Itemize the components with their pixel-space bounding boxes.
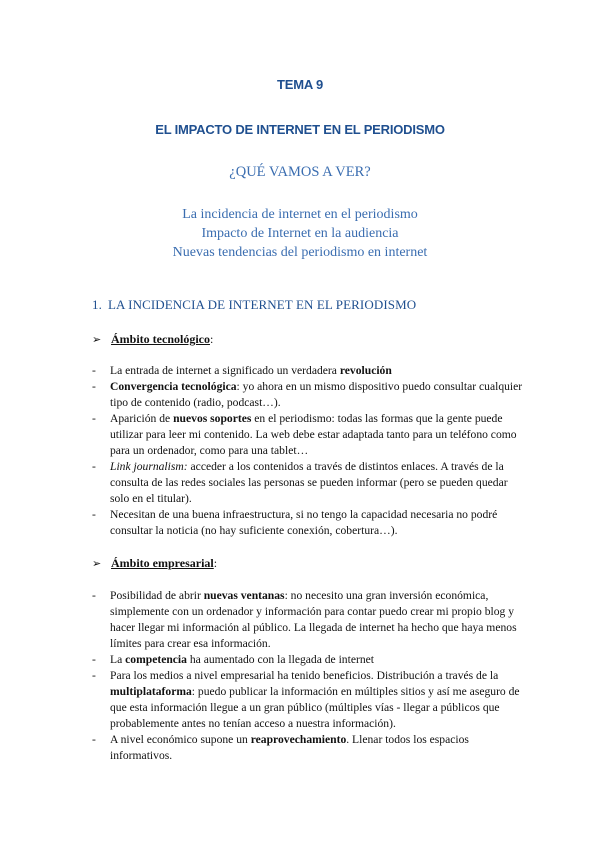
table-of-contents: [0, 205, 600, 262]
italic-term: Link journalism:: [110, 460, 188, 473]
toc-item: La incidencia de internet en el periodismo: [182, 207, 418, 222]
item-text: : puedo publicar la información en múltiples sitios y así me aseguro de que esta información llegue a un gran público (múltiples vías - llegar a públicos que probablemente antes no tenían acceso a nuestra información).: [110, 685, 520, 730]
arrow-bullet-icon: ➢: [92, 557, 102, 570]
item-text: Necesitan de una buena infraestructura, si no tengo la capacidad necesaria no podré consultar la noticia (no hay suficiente conexión, cobertura…).: [110, 508, 498, 537]
item-text: Posibilidad de abrir: [110, 589, 204, 602]
list-item: [92, 363, 524, 379]
item-text: : yo ahora en un mismo dispositivo puedo consultar cualquier tipo de contenido (radio, podcast…).: [110, 380, 523, 409]
item-text: en el periodismo: todas las formas que la gente puede utilizar para leer mi contenido. La web debe estar adaptada tanto para un teléfono como para un ordenador, como para una tablet…: [110, 412, 517, 457]
ambito-tecnologico-heading: [92, 332, 213, 347]
list-item: [92, 732, 524, 764]
bold-term: competencia: [125, 653, 187, 666]
dash-bullet: -: [92, 589, 96, 602]
item-text: A nivel económico supone un: [110, 733, 251, 746]
item-text: ha aumentado con la llegada de internet: [186, 653, 374, 666]
bold-term: nuevos soportes: [173, 412, 252, 425]
bold-term: reaprovechamiento: [250, 733, 347, 746]
ambito-suffix: :: [209, 332, 214, 346]
toc-item: Nuevas tendencias del periodismo en internet: [172, 245, 428, 260]
bold-term: Convergencia tecnológica: [110, 380, 237, 393]
dash-bullet: -: [92, 669, 96, 682]
empresarial-list: [92, 588, 524, 764]
list-item: [92, 507, 524, 539]
bold-term: revolución: [339, 364, 392, 377]
dash-bullet: -: [92, 460, 96, 473]
ambito-suffix: :: [213, 556, 218, 570]
item-text: : no necesito una gran inversión económica, simplemente con un ordenador y información para contar puedo crear mi propio blog y hacer llegar mi información al público. La llegada de internet ha hecho que haya menos límites para crear esa información.: [110, 589, 517, 650]
document-title: EL IMPACTO DE INTERNET EN EL PERIODISMO: [155, 122, 445, 137]
item-text: La: [110, 653, 126, 666]
bold-term: nuevas ventanas: [203, 589, 285, 602]
list-item: [92, 652, 524, 668]
item-text: . Llenar todos los espacios informativos.: [110, 733, 469, 762]
ambito-label: Ámbito empresarial: [111, 556, 214, 570]
section-title: LA INCIDENCIA DE INTERNET EN EL PERIODISMO: [108, 297, 417, 312]
section-subtitle: ¿QUÉ VAMOS A VER?: [229, 164, 371, 180]
dash-bullet: -: [92, 653, 96, 666]
item-text: Aparición de: [110, 412, 174, 425]
arrow-bullet-icon: ➢: [92, 333, 102, 346]
list-item: [92, 411, 524, 459]
item-text: acceder a los contenidos a través de distintos enlaces. A través de la consulta de las redes sociales las personas se pueden informar (pero se pueden quedar solo en el titular).: [110, 460, 508, 505]
section-heading: [92, 297, 416, 313]
list-item: [92, 588, 524, 652]
dash-bullet: -: [92, 380, 96, 393]
section-number: 1.: [92, 297, 102, 312]
ambito-label: Ámbito tecnológico: [111, 332, 210, 346]
list-item: [92, 459, 524, 507]
item-text: Para los medios a nivel empresarial ha tenido beneficios. Distribución a través de la: [110, 669, 499, 682]
toc-item: Impacto de Internet en la audiencia: [201, 226, 399, 241]
bold-term: multiplataforma: [110, 685, 192, 698]
tecnologico-list: [92, 363, 524, 539]
dash-bullet: -: [92, 508, 96, 521]
ambito-empresarial-heading: [92, 556, 217, 571]
dash-bullet: -: [92, 733, 96, 746]
tema-label: TEMA 9: [277, 77, 323, 92]
list-item: [92, 379, 524, 411]
dash-bullet: -: [92, 412, 96, 425]
item-text: La entrada de internet a significado un verdadera: [110, 364, 340, 377]
dash-bullet: -: [92, 364, 96, 377]
list-item: [92, 668, 524, 732]
